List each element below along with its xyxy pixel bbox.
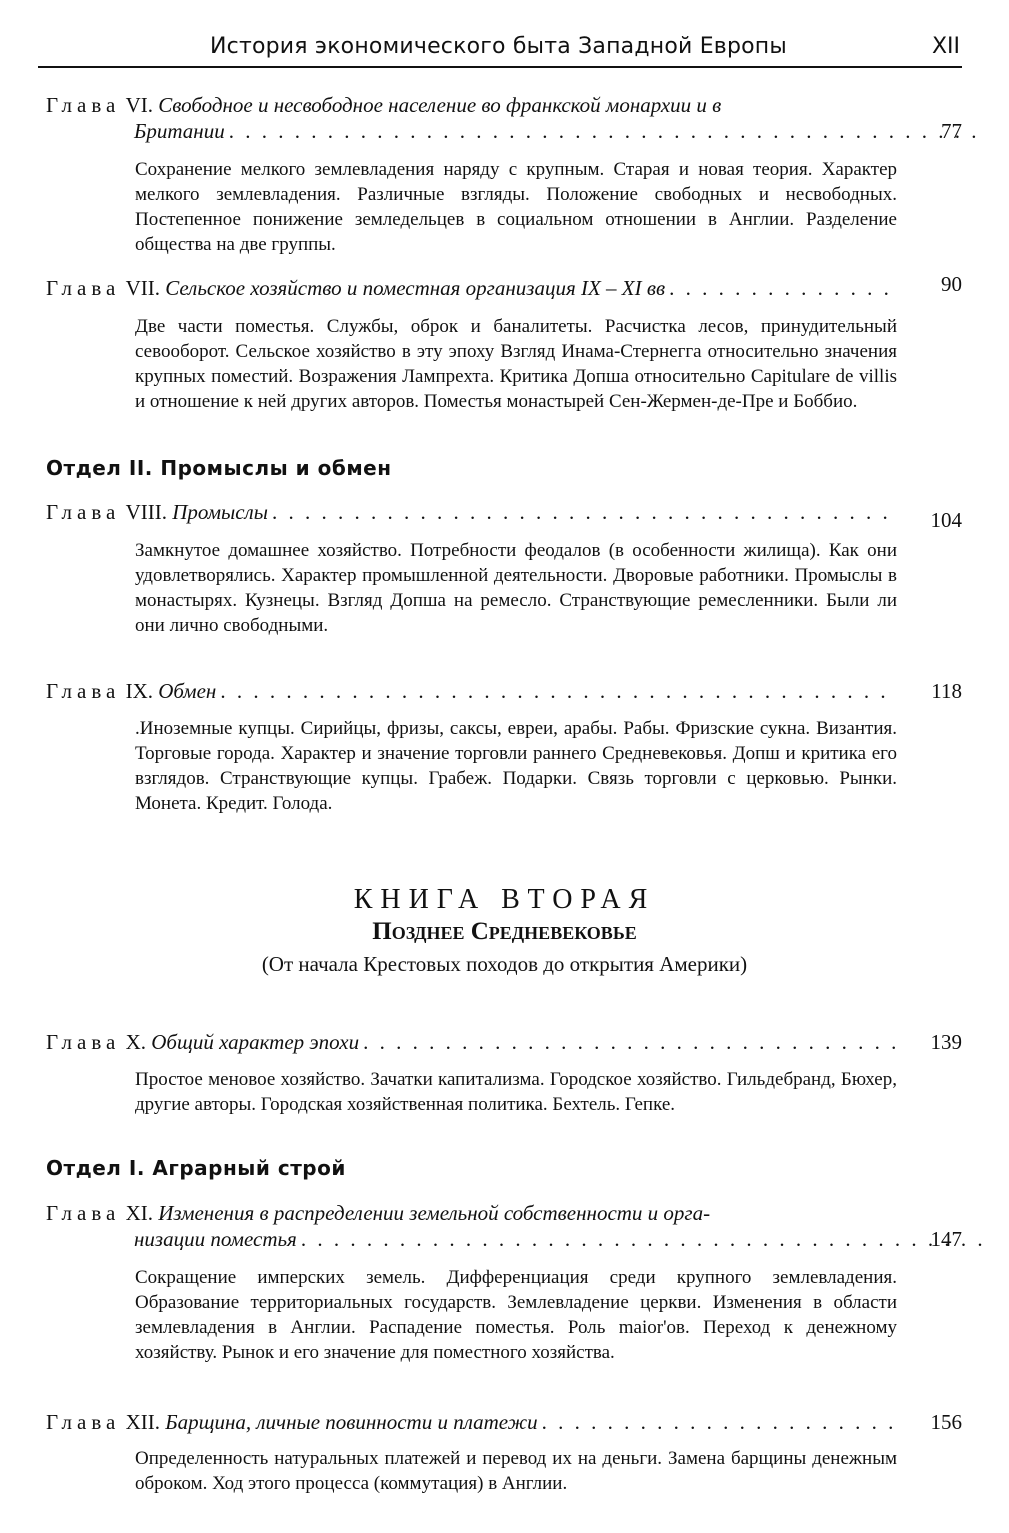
chapter-number: IX. [125, 679, 153, 703]
page-ref: 104 [930, 508, 962, 532]
chapter-label: Глава [46, 1410, 121, 1434]
toc-entry-vi[interactable] [46, 92, 962, 144]
chapter-number: XII. [125, 1410, 160, 1434]
chapter-summary: Две части поместья. Службы, оброк и баналитеты. Расчистка лесов, принудительный севооборот. Сельское хозяйство в эту эпоху Взгляд Инама-Стернегга относительно значения крупных поместий. Возражения Лампрехта. Критика Допша относительно Capitulare de villis и отношение к ней других авторов. Поместья монастырей Сен-Жермен-де-Пре и Боббио. [135, 316, 897, 412]
leader-dots [229, 118, 984, 144]
running-header [38, 30, 962, 68]
chapter-label: Глава [46, 276, 121, 300]
page-ref: 77 [941, 119, 962, 143]
leader-dots [669, 275, 896, 301]
chapter-label: Глава [46, 1030, 121, 1054]
chapter-number: X. [125, 1030, 146, 1054]
running-title: История экономического быта Западной Европы [210, 34, 787, 59]
chapter-summary: Сохранение мелкого землевладения наряду с крупным. Старая и новая теория. Характер мелкого землевладения. Различные взгляды. Положение свободных и несвободных. Постепенное понижение земледельцев в социальном отношении в Англии. Разделение общества на две группы. [135, 159, 897, 255]
chapter-number: XI. [125, 1201, 153, 1225]
page-ref: 90 [941, 272, 962, 296]
chapter-title: Свободное и несвободное население во франкской монархии и в [158, 93, 722, 117]
leader-dots [301, 1226, 984, 1252]
chapter-label: Глава [46, 679, 121, 703]
toc-entry-vii[interactable] [46, 272, 962, 301]
leader-dots [272, 499, 896, 525]
chapter-label: Глава [46, 500, 121, 524]
page-ref: 118 [931, 679, 962, 703]
toc-entry-xi[interactable] [46, 1200, 962, 1252]
chapter-title: Общий характер эпохи [151, 1030, 360, 1054]
leader-dots [363, 1029, 896, 1055]
toc-entry-x[interactable] [46, 1029, 962, 1055]
chapter-label: Глава [46, 93, 121, 117]
leader-dots [220, 678, 896, 704]
chapter-title: Промыслы [172, 500, 268, 524]
chapter-summary: Сокращение имперских земель. Дифференциация среди крупного землевладения. Образование территориальных государств. Землевладение церкви. Изменения в области землевладения в Англии. Распадение поместья. Роль maior'ов. Переход к денежному хозяйству. Рынок и его значение для поместного хозяйства. [135, 1267, 897, 1363]
chapter-title-cont: низации поместья [134, 1227, 297, 1251]
toc-entry-viii[interactable] [46, 499, 962, 532]
book-number: КНИГА ВТОРАЯ [353, 884, 656, 915]
chapter-number: VII. [125, 276, 160, 300]
toc-entry-ix[interactable] [46, 678, 962, 704]
chapter-number: VI. [125, 93, 153, 117]
chapter-number: VIII. [125, 500, 167, 524]
chapter-title: Изменения в распределении земельной собственности и орга- [158, 1201, 711, 1225]
page-ref: 147 [930, 1227, 962, 1251]
chapter-title: Сельское хозяйство и поместная организация IX – XI вв [165, 276, 666, 300]
leader-dots [542, 1409, 896, 1435]
chapter-summary: Замкнутое домашнее хозяйство. Потребности феодалов (в особенности жилища). Как они удовлетворялись. Характер промышленной деятельности. Дворовые работники. Промыслы в монастырях. Кузнецы. Взгляд Допша на ремесло. Странствующие ремесленники. Были ли они лично свободными. [135, 540, 897, 636]
chapter-label: Глава [46, 1201, 121, 1225]
toc-entry-xii[interactable] [46, 1409, 962, 1435]
book-heading [0, 884, 1009, 977]
chapter-title: Обмен [158, 679, 217, 703]
chapter-title: Барщина, личные повинности и платежи [165, 1410, 538, 1434]
book-subtitle: (От начала Крестовых походов до открытия Америки) [261, 952, 748, 976]
chapter-summary: Простое меновое хозяйство. Зачатки капитализма. Городское хозяйство. Гильдебранд, Бюхер, другие авторы. Городская хозяйственная политика. Бехтель. Гепке. [135, 1069, 897, 1115]
page-number: XII [931, 34, 960, 59]
page-ref: 156 [930, 1410, 962, 1434]
section-heading: Отдел II. Промыслы и обмен [46, 456, 392, 480]
chapter-title-cont: Британии [134, 119, 225, 143]
book-title: Позднее Средневековье [372, 918, 637, 945]
chapter-summary: Определенность натуральных платежей и перевод их на деньги. Замена барщины денежным оброком. Ход этого процесса (коммутация) в Англии. [135, 1448, 897, 1494]
chapter-summary: .Иноземные купцы. Сирийцы, фризы, саксы, евреи, арабы. Рабы. Фризские сукна. Византия. Торговые города. Характер и значение торговли раннего Средневековья. Допш и критика его взглядов. Странствующие купцы. Грабеж. Подарки. Связь торговли с церковью. Рынки. Монета. Кредит. Голода. [135, 718, 897, 814]
section-heading: Отдел I. Аграрный строй [46, 1156, 346, 1180]
page-ref: 139 [930, 1030, 962, 1054]
